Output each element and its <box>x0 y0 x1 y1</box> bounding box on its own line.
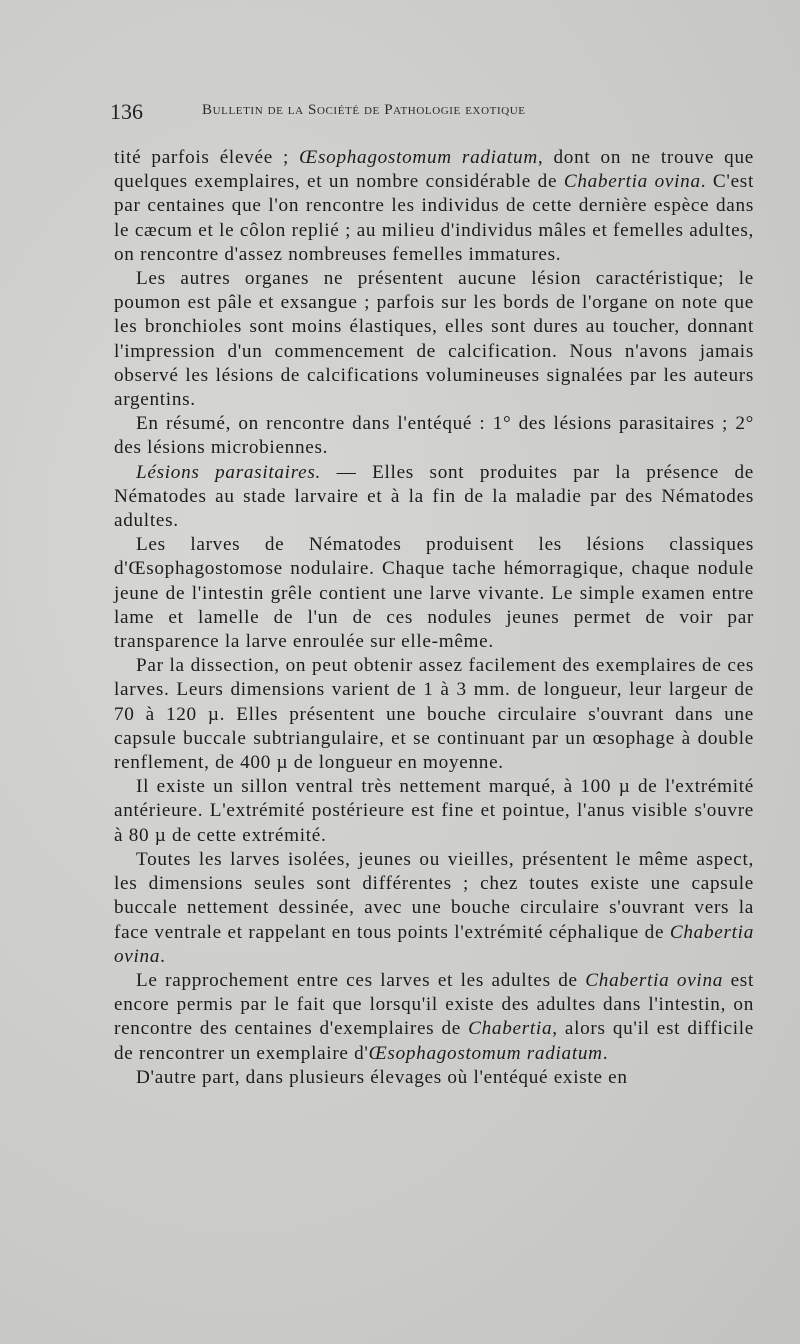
paragraph <box>114 412 754 460</box>
text-run: , dont on ne trouve que quelques exemplaires, et un nombre considérable de <box>114 147 754 193</box>
paragraph <box>114 461 754 534</box>
italic-text: Chabertia ovina <box>563 171 701 193</box>
italic-text: Œsophagostomum radiatum <box>299 147 538 168</box>
text-run: D'autre part, dans plusieurs élevages où l'entéqué existe en <box>136 1066 628 1088</box>
italic-text: Chabertia ovina <box>585 969 724 991</box>
page-header <box>110 99 710 125</box>
text-run: Toutes les larves isolées, jeunes ou vieilles, présentent le même aspect, les dimensions seules sont différentes ; chez toutes existe une capsule buccale nettement dessinée, avec une bouche circulaire s'ouvrant vers la face ventrale et rappelant en tous points l'extrémité céphalique de <box>114 848 754 943</box>
italic-text: Chabertia ovina <box>114 921 754 967</box>
text-run: En résumé, on rencontre dans l'entéqué : 1° des lésions parasitaires ; 2° des lésions microbiennes. <box>114 413 754 459</box>
italic-text: Lésions parasitaires. <box>136 461 322 483</box>
text-run: est encore permis par le fait que lorsqu'il existe des adultes dans l'intestin, on rencontre des centaines d'exemplaires de <box>114 969 754 1040</box>
text-run: tité parfois élevée ; <box>114 147 300 168</box>
text-run: , alors qu'il est difficile de rencontrer un exemplaire d' <box>114 1018 754 1064</box>
text-run: Il existe un sillon ventral très nettement marqué, à 100 µ de l'extrémité antérieure. L'extrémité postérieure est fine et pointue, l'anus visible s'ouvre à 80 µ de cette extrémité. <box>114 776 754 846</box>
page-number: 136 <box>110 99 143 124</box>
paragraph <box>114 146 754 267</box>
body-text <box>114 146 754 1090</box>
text-run: . C'est par centaines que l'on rencontre les individus de cette dernière espèce dans le cæcum et le côlon replié ; au milieu d'individus mâles et femelles adultes, on rencontre d'assez nombreuses femelles immatures. <box>114 171 754 265</box>
italic-text: Chabertia <box>468 1018 553 1040</box>
text-run: . <box>602 1042 609 1064</box>
text-run: Les larves de Nématodes produisent les lésions classiques d'Œsophagostomose nodulaire. Chaque tache hémorragique, chaque nodule jeune de l'intestin grêle contient une larve vivante. Le simple examen entre lame et lamelle de l'un de ces nodules jeunes permet de voir par transparence la larve enroulée sur elle-même. <box>114 534 754 653</box>
text-run: Le rapprochement entre ces larves et les adultes de <box>136 969 586 991</box>
paragraph <box>114 654 754 775</box>
paragraph <box>114 267 754 412</box>
paragraph <box>114 1066 754 1090</box>
italic-text: Œsophagostomum radiatum <box>368 1042 603 1064</box>
paragraph <box>114 848 754 969</box>
text-run: — Elles sont produites par la présence de Nématodes au stade larvaire et à la fin de la maladie par des Nématodes adultes. <box>114 461 754 532</box>
running-head: Bulletin de la Société de Pathologie exotique <box>202 102 526 118</box>
text-run: . <box>160 945 166 967</box>
text-run: Par la dissection, on peut obtenir assez facilement des exemplaires de ces larves. Leurs dimensions varient de 1 à 3 mm. de longueur, leur largeur de 70 à 120 µ. Elles présentent une bouche circulaire s'ouvrant dans une capsule buccale subtriangulaire, et se continuant par un œsophage à double renflement, de 400 µ de longueur en moyenne. <box>114 655 754 774</box>
text-run: Les autres organes ne présentent aucune lésion caractéristique; le poumon est pâle et exsangue ; parfois sur les bords de l'organe on note que les bronchioles sont moins élastiques, elles sont dures au toucher, donnant l'impression d'un commencement de calcification. Nous n'avons jamais observé les lésions de calcifications volumineuses signalées par les auteurs argentins. <box>114 268 754 411</box>
paragraph <box>114 775 754 848</box>
paragraph <box>114 533 754 654</box>
paragraph <box>114 969 754 1066</box>
